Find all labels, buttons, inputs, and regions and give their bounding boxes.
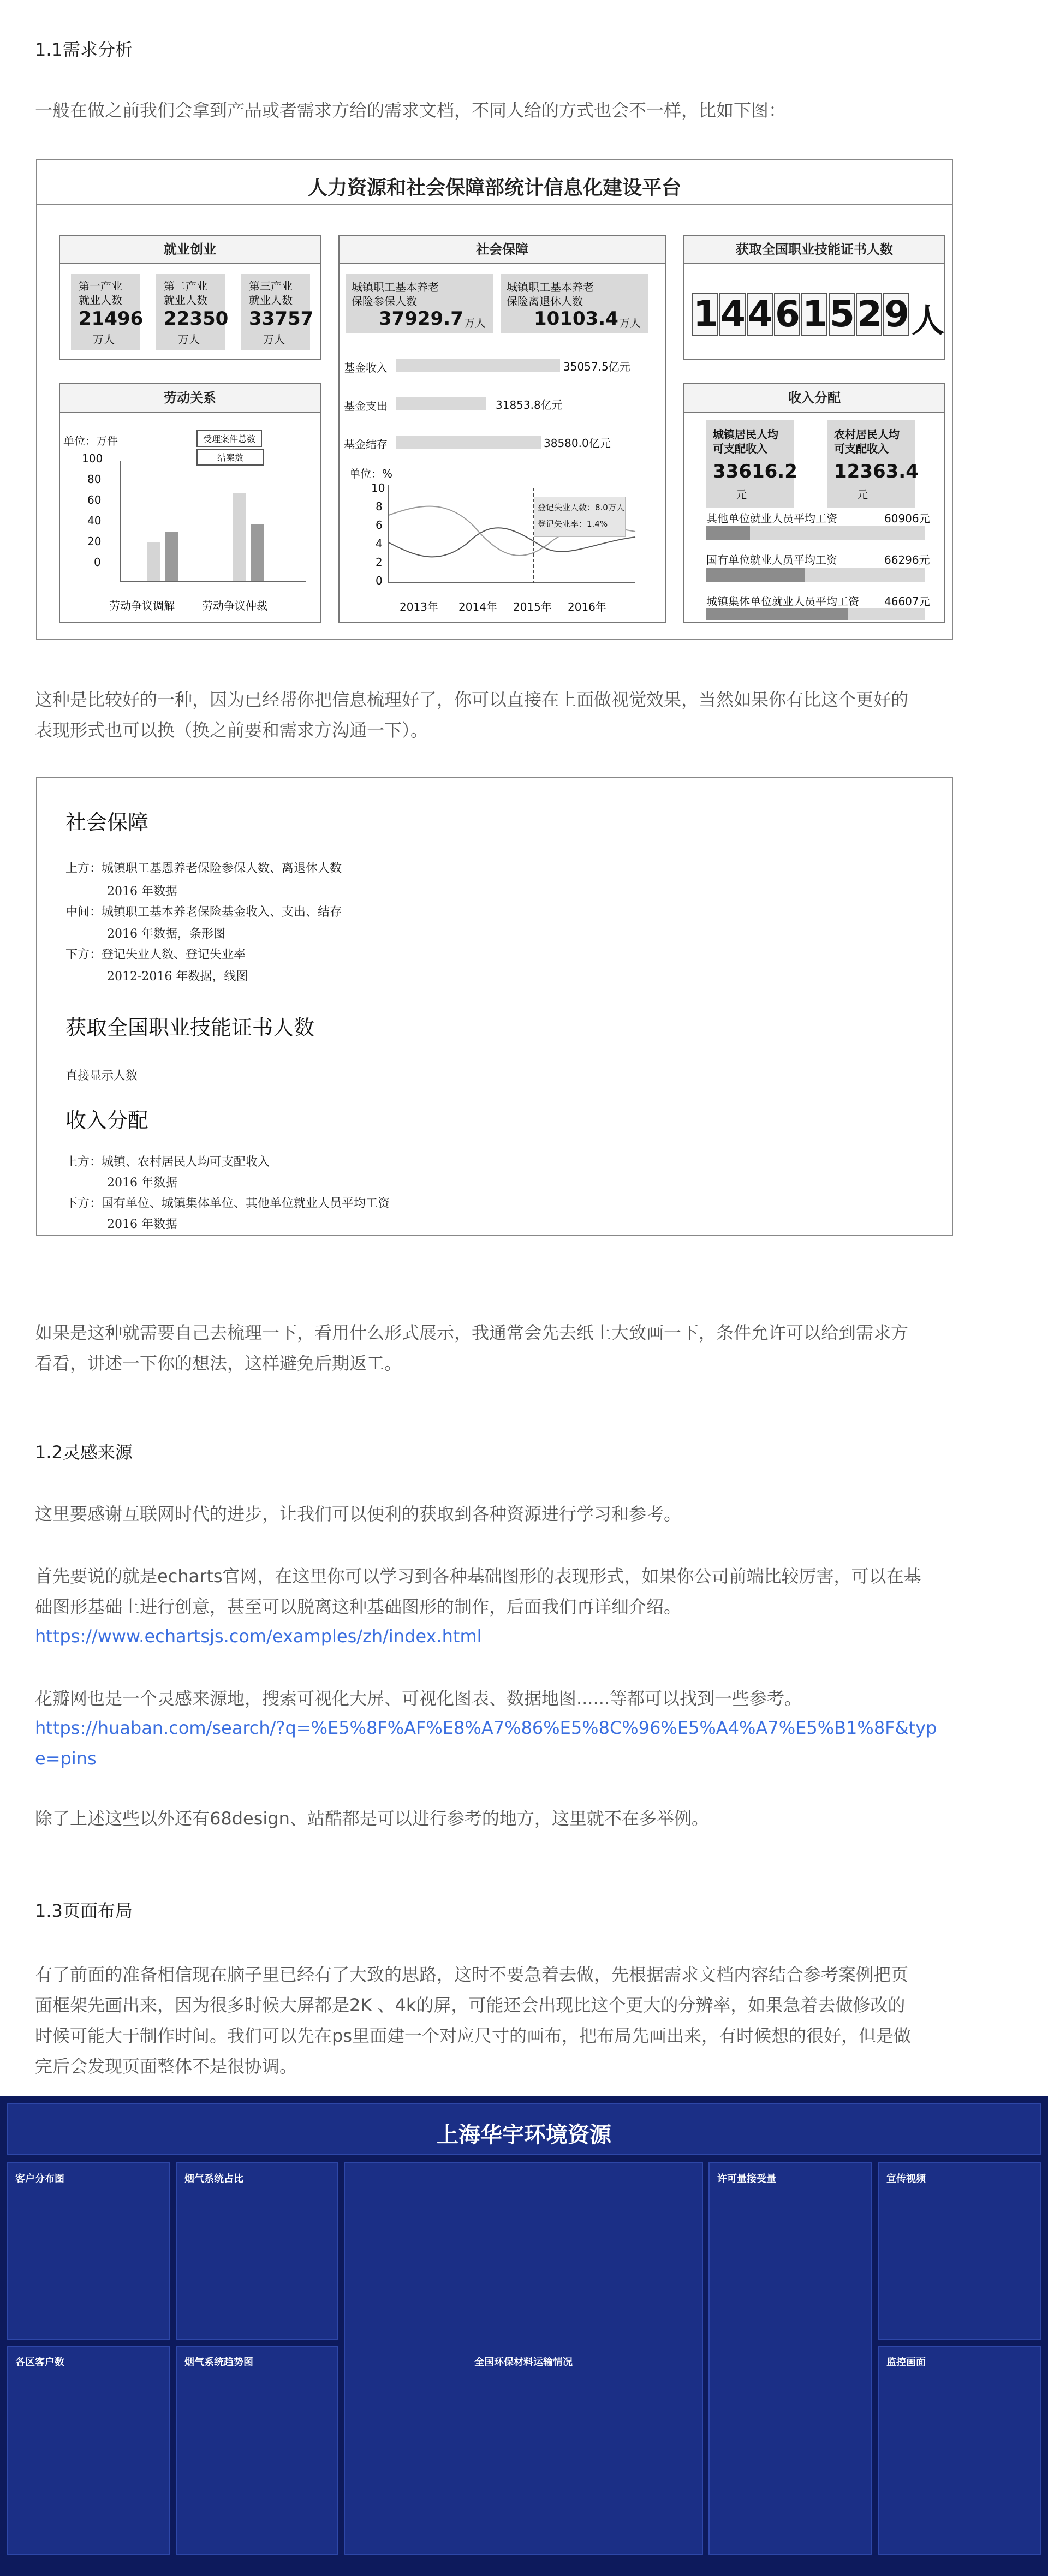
section-title-inspiration: 1.2灵感来源 [35,1442,133,1463]
line-xtick: 2016年 [568,600,606,613]
labor-bar [233,493,246,581]
labor-category: 劳动争议仲裁 [202,599,267,612]
line-xtick: 2013年 [400,600,438,613]
wage-label: 国有单位就业人员平均工资 [706,553,837,567]
cert-digit: 1 [693,293,718,335]
wage-bar-fill [706,568,805,582]
labor-ytick: 40 [87,514,102,527]
line-ytick: 8 [376,500,383,513]
platform-figure [36,159,953,640]
fund-value: 31853.8亿元 [496,398,563,412]
paragraph: 如果是这种就需要自己去梳理一下，看用什么形式展示，我通常会先去纸上大致画一下，条件允许可以给到需求方 [35,1322,909,1343]
labor-bar [147,542,160,581]
paragraph: 看看，讲述一下你的想法，这样避免后期返工。 [35,1353,402,1374]
paragraph: 花瓣网也是一个灵感来源地，搜索可视化大屏、可视化图表、数据地图......等都可以找到一些参考。 [35,1688,802,1709]
labor-y-axis [120,461,121,581]
labor-panel [59,383,321,623]
income-card-rural: 农村居民人均 可支配收入 12363.4 元 [827,420,915,508]
labor-bar [165,532,178,581]
income-header: 收入分配 [684,384,944,413]
wage-value: 66296元 [884,553,930,567]
labor-legend-total: 受理案件总数 [196,430,262,447]
outline-line: 下方：登记失业人数、登记失业率 [66,948,246,962]
line-ytick: 2 [376,556,383,569]
cert-header: 获取全国职业技能证书人数 [684,236,944,264]
social-card-retired: 城镇职工基本养老 保险离退休人数 10103.4 万人 [501,274,648,333]
employment-cell-tertiary: 第三产业 就业人数 33757 万人 [241,274,310,350]
fund-bar [396,359,560,372]
outline-line: 2016 年数据，条形图 [107,927,225,941]
section-title-layout: 1.3页面布局 [35,1900,133,1921]
outline-line: 下方：国有单位、城镇集体单位、其他单位就业人员平均工资 [66,1197,390,1211]
cert-panel [683,235,945,360]
panel-region-customers: 各区客户数 [7,2346,170,2555]
cert-digit: 5 [830,293,855,335]
line-ytick: 10 [371,481,385,494]
social-card-insured: 城镇职工基本养老 保险参保人数 37929.7 万人 [346,274,493,333]
labor-ytick: 100 [82,452,103,465]
panel-smoke-share: 烟气系统占比 [176,2162,338,2340]
panel-monitor: 监控画面 [878,2346,1041,2555]
line-ytick: 6 [376,518,383,532]
cert-digit: 1 [802,293,827,335]
fund-value: 38580.0亿元 [544,437,611,450]
paragraph: 有了前面的准备相信现在脑子里已经有了大致的思路，这时不要急着去做，先根据需求文档内容结合参考案例把页 [35,1964,909,1985]
outline-line: 2016 年数据 [107,885,177,898]
panel-promo-video: 宣传视频 [878,2162,1041,2340]
huaban-link[interactable]: https://huaban.com/search/?q=%E5%8F%AF%E8%A7%86%E5%8C%96%E5%A4%A7%E5%B1%8F&typ [35,1718,937,1738]
wage-label: 城镇集体单位就业人员平均工资 [706,595,859,608]
income-panel [683,383,945,623]
outline-line: 2012-2016 年数据，线图 [107,970,248,983]
paragraph: 一般在做之前我们会拿到产品或者需求方给的需求文档，不同人给的方式也会不一样，比如下图： [35,100,787,121]
panel-transport-map: 全国环保材料运输情况 [344,2162,703,2555]
labor-header: 劳动关系 [60,384,320,413]
fund-value: 35057.5亿元 [563,360,630,373]
line-xtick: 2014年 [458,600,497,613]
outline-heading: 获取全国职业技能证书人数 [66,1016,315,1040]
outline-heading: 收入分配 [66,1108,149,1132]
fund-label: 基金结存 [344,438,388,451]
labor-unit: 单位：万件 [63,434,118,448]
outline-heading: 社会保障 [66,810,149,834]
panel-permit: 许可量接受量 [708,2162,872,2555]
line-ytick: 0 [376,574,383,587]
wage-bar-fill [706,526,750,540]
panel-customer-distribution: 客户分布图 [7,2162,170,2340]
panel-smoke-trend: 烟气系统趋势图 [176,2346,338,2555]
wage-label: 其他单位就业人员平均工资 [706,512,837,525]
cert-suffix: 人 [912,302,944,340]
social-panel [338,235,666,623]
section-title-requirements: 1.1需求分析 [35,39,133,60]
wage-value: 46607元 [884,595,930,608]
employment-cell-secondary: 第二产业 就业人数 22350 万人 [156,274,225,350]
tooltip: 登记失业人数：8.0万人 登记失业率：1.4% [534,497,626,537]
outline-line: 上方：城镇、农村居民人均可支配收入 [66,1155,270,1169]
outline-line: 直接显示人数 [66,1069,138,1083]
labor-category: 劳动争议调解 [109,599,175,612]
employment-header: 就业创业 [60,236,320,264]
fund-bar [396,397,486,410]
paragraph: 时候可能大于制作时间。我们可以先在ps里面建一个对应尺寸的画布，把布局先画出来，有时候想的很好，但是做 [35,2025,911,2046]
fund-label: 基金收入 [344,361,388,374]
labor-ytick: 60 [87,493,102,506]
paragraph: 面框架先画出来，因为很多时候大屏都是2K 、4k的屏，可能还会出现比这个更大的分辨率，如果急着去做修改的 [35,1995,906,2016]
outline-line: 2016 年数据 [107,1176,177,1190]
labor-legend-closed: 结案数 [196,449,264,466]
wage-value: 60906元 [884,512,930,525]
line-unit: 单位：% [349,467,393,480]
outline-line: 中间：城镇职工基本养老保险基金收入、支出、结存 [66,905,342,919]
cert-digit: 2 [857,293,882,335]
echarts-link[interactable]: https://www.echartsjs.com/examples/zh/index.html [35,1626,482,1647]
wage-bar-fill [706,608,848,620]
cert-digit: 6 [775,293,800,335]
labor-ytick: 0 [94,556,101,569]
social-header: 社会保障 [340,236,665,264]
dashboard-title: 上海华宇环境资源 [437,2122,611,2148]
line-xtick: 2015年 [513,600,552,613]
outline-line: 2016 年数据 [107,1218,177,1231]
fund-bar [396,436,541,449]
platform-title: 人力资源和社会保障部统计信息化建设平台 [307,177,681,199]
paragraph: 这种是比较好的一种，因为已经帮你把信息梳理好了，你可以直接在上面做视觉效果，当然如果你有比这个更好的 [35,689,909,710]
employment-panel [59,235,321,360]
outline-figure [36,777,953,1236]
dashboard-title-bar [7,2103,1041,2155]
outline-line: 上方：城镇职工基恩养老保险参保人数、离退休人数 [66,862,342,875]
paragraph: 除了上述这些以外还有68design、站酷都是可以进行参考的地方，这里就不在多举例。 [35,1808,709,1829]
paragraph: 这里要感谢互联网时代的进步，让我们可以便利的获取到各种资源进行学习和参考。 [35,1504,682,1524]
huaban-link-continued[interactable]: e=pins [35,1748,97,1769]
income-card-urban: 城镇居民人均 可支配收入 33616.2 元 [706,420,794,508]
labor-ytick: 20 [87,535,102,548]
paragraph: 础图形基础上进行创意，甚至可以脱离这种基础图形的制作，后面我们再详细介绍。 [35,1596,682,1617]
cert-digit: 4 [720,293,746,335]
paragraph: 完后会发现页面整体不是很协调。 [35,2056,297,2077]
cert-digit: 4 [748,293,773,335]
cert-digit: 9 [884,293,909,335]
labor-ytick: 80 [87,473,102,486]
employment-cell-primary: 第一产业 就业人数 21496 万人 [71,274,140,350]
labor-x-axis [120,581,306,582]
fund-label: 基金支出 [344,399,388,413]
labor-bar [251,524,264,581]
paragraph: 首先要说的就是echarts官网，在这里你可以学习到各种基础图形的表现形式，如果你公司前端比较厉害，可以在基 [35,1566,921,1587]
paragraph: 表现形式也可以换（换之前要和需求方沟通一下）。 [35,720,428,741]
line-ytick: 4 [376,537,383,550]
dashboard-wireframe [0,2096,1048,2576]
divider [37,204,952,205]
